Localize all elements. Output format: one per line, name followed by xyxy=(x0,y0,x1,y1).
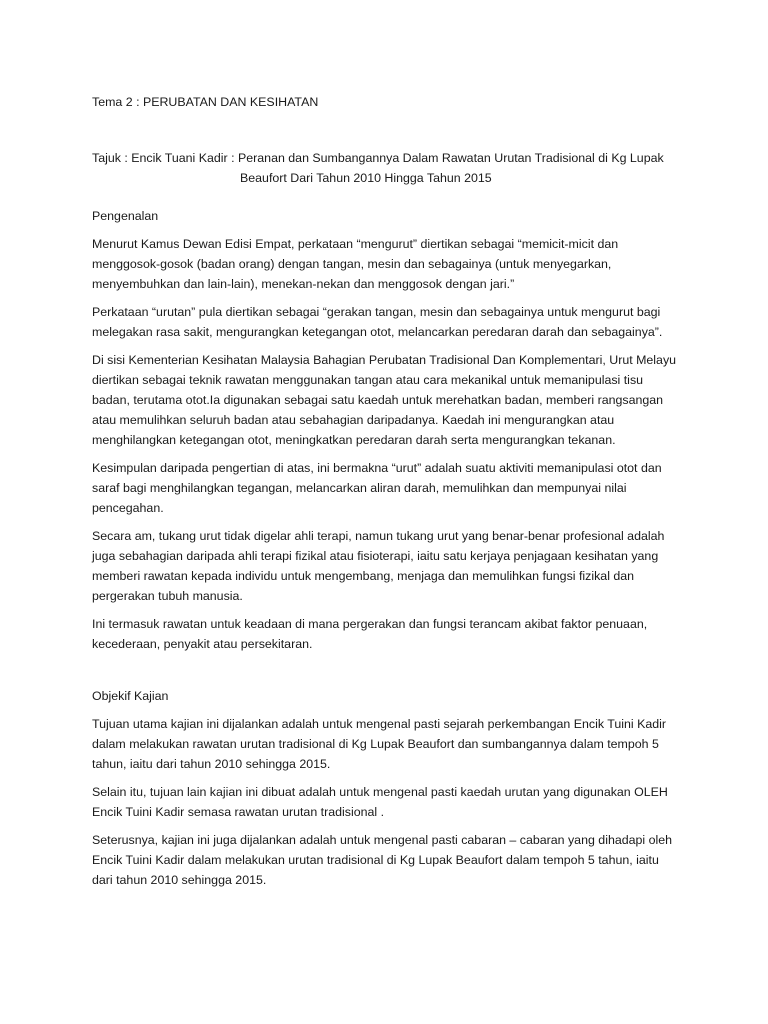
paragraph: Di sisi Kementerian Kesihatan Malaysia Bahagian Perubatan Tradisional Dan Komplementari, Urut Melayu diertikan sebagai teknik rawatan menggunakan tangan atau cara mekanikal untuk memanipulasi tisu badan, terutama otot.Ia digunakan sebagai satu kaedah untuk merehatkan badan, memberi rangsangan atau memulihkan seluruh badan atau sebahagian daripadanya. Kaedah ini mengurangkan atau menghilangkan ketegangan otot, meningkatkan peredaran darah serta mengurangkan tekanan. xyxy=(92,353,677,447)
paragraph: Perkataan “urutan” pula diertikan sebagai “gerakan tangan, mesin dan sebagainya untuk mengurut bagi melegakan rasa sakit, mengurangkan ketegangan otot, melancarkan peredaran darah dan sebagainya”. xyxy=(92,305,663,339)
document-body xyxy=(92,92,682,898)
section-heading-pengenalan: Pengenalan xyxy=(92,209,159,223)
theme-line: Tema 2 : PERUBATAN DAN KESIHATAN xyxy=(92,95,319,109)
tajuk-line-2: Beaufort Dari Tahun 2010 Hingga Tahun 2015 xyxy=(240,171,492,185)
section-spacer xyxy=(92,662,682,686)
tajuk-title xyxy=(92,148,682,188)
paragraph: Kesimpulan daripada pengertian di atas, ini bermakna “urut” adalah suatu aktiviti memanipulasi otot dan saraf bagi menghilangkan tegangan, melancarkan aliran darah, memulihkan dan mempunyai nilai pencegahan. xyxy=(92,461,662,515)
tajuk-line-1: Tajuk : Encik Tuani Kadir : Peranan dan Sumbangannya Dalam Rawatan Urutan Tradisional di Kg Lupak xyxy=(92,151,664,165)
paragraph: Seterusnya, kajian ini juga dijalankan adalah untuk mengenal pasti cabaran – cabaran yang dihadapi oleh Encik Tuini Kadir dalam melakukan urutan tradisional di Kg Lupak Beaufort dalam tempoh 5 tahun, iaitu dari tahun 2010 sehingga 2015. xyxy=(92,833,673,887)
paragraph: Secara am, tukang urut tidak digelar ahli terapi, namun tukang urut yang benar-benar profesional adalah juga sebahagian daripada ahli terapi fizikal atau fisioterapi, iaitu satu kerjaya penjagaan kesihatan yang memberi rawatan kepada individu untuk mengembang, menjaga dan memulihkan fungsi fizikal dan pergerakan tubuh manusia. xyxy=(92,529,665,603)
paragraph: Tujuan utama kajian ini dijalankan adalah untuk mengenal pasti sejarah perkembangan Encik Tuini Kadir dalam melakukan rawatan urutan tradisional di Kg Lupak Beaufort dan sumbangannya dalam tempoh 5 tahun, iaitu dari tahun 2010 sehingga 2015. xyxy=(92,717,666,771)
section-heading-objektif: Objekif Kajian xyxy=(92,689,169,703)
paragraph: Ini termasuk rawatan untuk keadaan di mana pergerakan dan fungsi terancam akibat faktor penuaan, kecederaan, penyakit atau persekitaran. xyxy=(92,617,648,651)
paragraph: Menurut Kamus Dewan Edisi Empat, perkataan “mengurut” diertikan sebagai “memicit-micit dan menggosok-gosok (badan orang) dengan tangan, mesin dan sebagainya (untuk menyegarkan, menyembuhkan dan lain-lain), menekan-nekan dan menggosok dengan jari.” xyxy=(92,237,619,291)
paragraph: Selain itu, tujuan lain kajian ini dibuat adalah untuk mengenal pasti kaedah urutan yang digunakan OLEH Encik Tuini Kadir semasa rawatan urutan tradisional . xyxy=(92,785,668,819)
